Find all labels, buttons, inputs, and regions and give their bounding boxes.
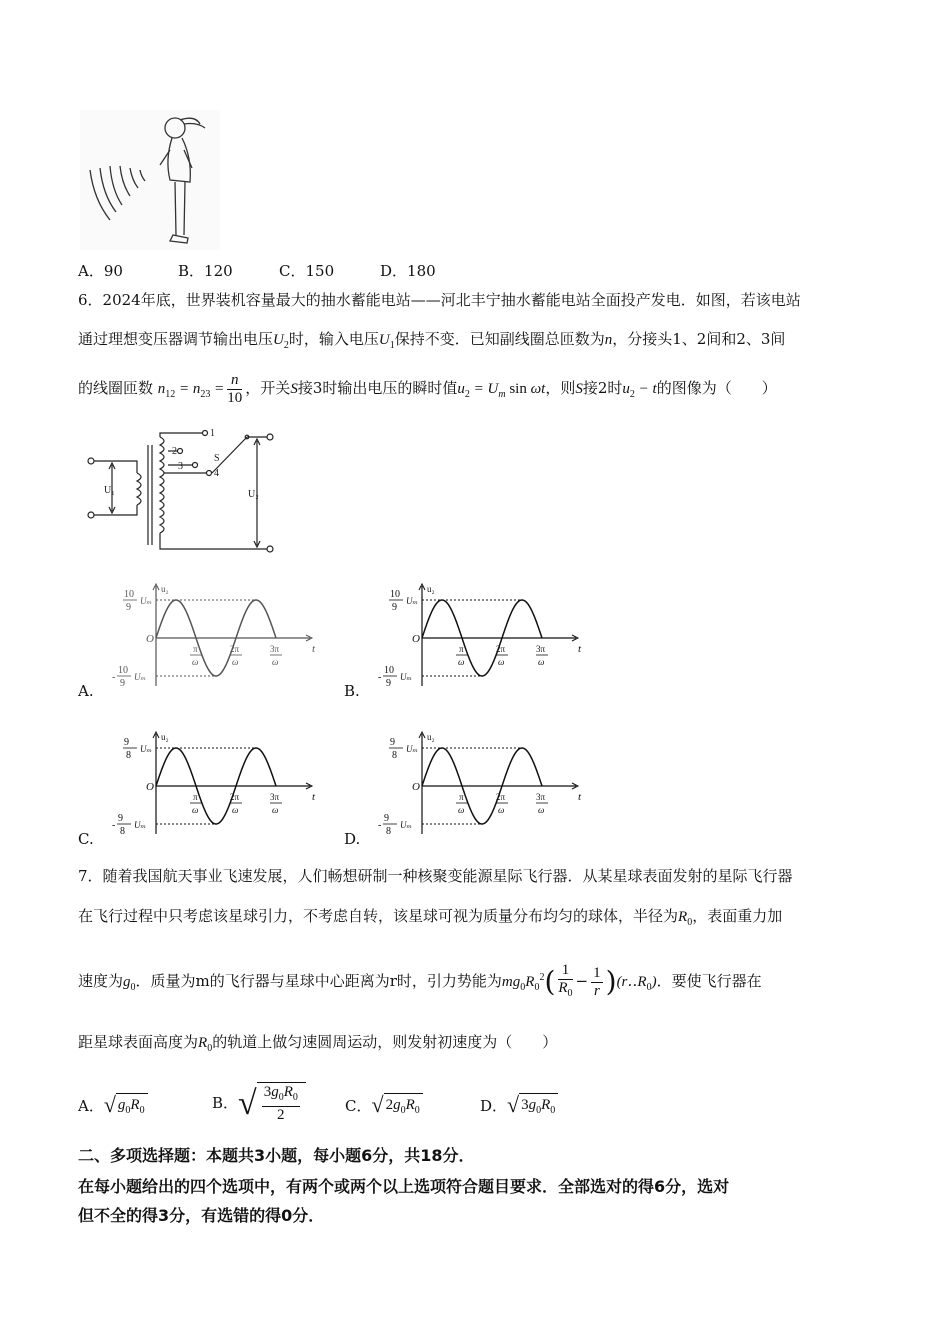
svg-text:4: 4 [214, 468, 219, 479]
q5-choice-d: D．180 [380, 262, 436, 280]
x-tick-den: ω [498, 805, 505, 815]
x-tick-num: 3π [270, 792, 280, 802]
q7-choice-c: C． √ $2g_0R_0$ [345, 1088, 423, 1124]
amp-sign: - [112, 672, 116, 683]
svg-text:3: 3 [178, 461, 183, 472]
amp-den: 8 [126, 750, 131, 761]
origin-label: O [412, 633, 420, 645]
q6-option-d-label: D. [344, 830, 361, 848]
t-axis-label: t [312, 643, 316, 655]
q6-line-3: 的线圈匝数 $n_{12} = n_{23}$ = $\frac{n}{10}$ ，开关S接3时输出电压的瞬时值$u_2 = U_m$ sin ωt，则S接2时$u_2 - t$的图像为（ ） [78, 371, 777, 406]
q7-choice-d: D． √ $3g_0R_0$ [480, 1088, 558, 1124]
x-tick-den: ω [458, 657, 465, 667]
amp-unit: Uₘ [400, 672, 413, 682]
amp-unit: Uₘ [400, 820, 413, 830]
graph-d [376, 730, 586, 840]
section-2-desc-2: 但不全的得3分，有选错的得0分． [78, 1206, 325, 1225]
x-tick-den: ω [538, 805, 545, 815]
graph-b [376, 582, 586, 692]
amp-unit: Uₘ [406, 744, 419, 754]
amp-num: 9 [384, 813, 389, 824]
q6-line-2: 通过理想变压器调节输出电压$U_2$时，输入电压$U_1$保持不变．已知副线圈总匝数为n，分接头1、2间和2、3间 [78, 330, 786, 351]
graph-a [110, 582, 320, 692]
amp-den: 8 [386, 826, 391, 837]
x-tick-den: ω [192, 805, 199, 815]
amp-sign: - [378, 820, 382, 831]
u-axis-label: u₂ [427, 732, 435, 742]
amp-den: 9 [120, 678, 125, 689]
amp-num: 10 [124, 589, 134, 600]
origin-label: O [146, 781, 154, 793]
x-tick-num: 2π [230, 644, 240, 654]
amp-num: 10 [118, 665, 128, 676]
amp-den: 8 [392, 750, 397, 761]
amp-num: 10 [390, 589, 400, 600]
x-tick-num: 2π [496, 644, 506, 654]
graph-c [110, 730, 320, 840]
x-tick-num: 2π [496, 792, 506, 802]
x-tick-num: 3π [270, 644, 280, 654]
q5-choice-a: A．90 [78, 262, 123, 280]
x-tick-den: ω [458, 805, 465, 815]
q7-choice-a: A． √ $g_0R_0$ [78, 1088, 148, 1124]
x-tick-num: 3π [536, 644, 546, 654]
t-axis-label: t [578, 643, 582, 655]
svg-text:2: 2 [172, 446, 177, 457]
q7-line-4: 距星球表面高度为$R_0$的轨道上做匀速圆周运动，则发射初速度为（ ） [78, 1033, 558, 1054]
q6-option-c-label: C. [78, 830, 94, 848]
x-tick-den: ω [192, 657, 199, 667]
child-sound-figure [80, 110, 220, 250]
transformer-circuit [82, 425, 292, 555]
x-tick-num: π [193, 644, 198, 654]
amp-unit: Uₘ [134, 672, 147, 682]
amp-num: 9 [390, 737, 395, 748]
amp-den: 9 [392, 602, 397, 613]
q7-line-3: 速度为$g_0$．质量为m的飞行器与星球中心距离为r时，引力势能为$mg_0R_0^2$( $\frac{1}{R_0}$ − $\frac{1}{r}$ )$(r‥R_0)$．要使飞行器在 [78, 962, 762, 999]
amp-num: 10 [384, 665, 394, 676]
q6-line-1: 6．2024年底，世界装机容量最大的抽水蓄能电站——河北丰宁抽水蓄能电站全面投产发电．如图，若该电站 [78, 291, 801, 309]
u-axis-label: u₂ [161, 732, 169, 742]
section-2-title: 二、多项选择题：本题共3小题，每小题6分，共18分． [78, 1146, 475, 1165]
amp-unit: Uₘ [140, 744, 153, 754]
x-tick-den: ω [498, 657, 505, 667]
x-tick-num: π [459, 644, 464, 654]
amp-den: 9 [386, 678, 391, 689]
amp-unit: Uₘ [140, 596, 153, 606]
amp-num: 9 [118, 813, 123, 824]
svg-text:U₁: U₁ [104, 485, 115, 496]
amp-den: 9 [126, 602, 131, 613]
amp-unit: Uₘ [406, 596, 419, 606]
q7-line-1: 7．随着我国航天事业飞速发展，人们畅想研制一种核聚变能源星际飞行器．从某星球表面发射的星际飞行器 [78, 867, 793, 885]
amp-unit: Uₘ [134, 820, 147, 830]
origin-label: O [146, 633, 154, 645]
x-tick-den: ω [232, 657, 239, 667]
x-tick-den: ω [272, 657, 279, 667]
svg-text:S: S [214, 453, 220, 464]
q5-choice-c: C．150 [279, 262, 335, 280]
x-tick-den: ω [538, 657, 545, 667]
q5-choice-b: B．120 [178, 262, 233, 280]
x-tick-num: 3π [536, 792, 546, 802]
t-axis-label: t [312, 791, 316, 803]
x-tick-den: ω [232, 805, 239, 815]
x-tick-num: 2π [230, 792, 240, 802]
u-axis-label: u₂ [427, 584, 435, 594]
x-tick-num: π [459, 792, 464, 802]
svg-text:U₂: U₂ [248, 489, 259, 500]
svg-text:1: 1 [210, 428, 215, 439]
x-tick-den: ω [272, 805, 279, 815]
amp-num: 9 [124, 737, 129, 748]
q6-option-a-label: A. [78, 682, 94, 700]
amp-sign: - [378, 672, 382, 683]
x-tick-num: π [193, 792, 198, 802]
amp-den: 8 [120, 826, 125, 837]
q7-line-2: 在飞行过程中只考虑该星球引力，不考虑自转，该星球可视为质量分布均匀的球体，半径为$R_0$，表面重力加 [78, 907, 783, 928]
section-2-desc-1: 在每小题给出的四个选项中，有两个或两个以上选项符合题目要求．全部选对的得6分，选对 [78, 1177, 730, 1196]
origin-label: O [412, 781, 420, 793]
amp-sign: - [112, 820, 116, 831]
u-axis-label: u₂ [161, 584, 169, 594]
q6-option-b-label: B. [344, 682, 360, 700]
t-axis-label: t [578, 791, 582, 803]
q7-choice-b: B． √ $\frac{3g_0R_0}{2}$ [212, 1080, 306, 1126]
